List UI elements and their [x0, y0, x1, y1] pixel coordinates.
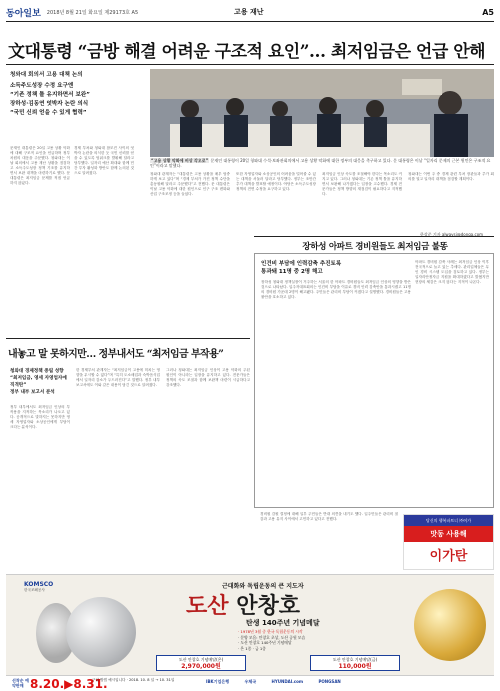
ad-slogan: 맛동 사용해	[404, 526, 493, 542]
subhead-kicker: 청와대 회의서 고용 대책 논의	[10, 72, 83, 78]
komsco-logo: KOMSCO	[24, 581, 54, 588]
photo-caption	[150, 158, 494, 168]
second-subhead-line: 인건비 부담에 인력감축 추진토록	[261, 261, 342, 267]
preorder-label: 선착순 예약판매	[12, 678, 29, 688]
section-rule	[254, 236, 494, 237]
price-gold-value: 110,000원	[338, 663, 372, 670]
main-subheads	[10, 71, 140, 118]
article-text: 경비원 감원 결정에 대해 일부 주민들은 반대 의견을 내기도 했다. 입주민들은 관리비 절감과 고용 유지 사이에서 고민하고 있다고 전했다.	[260, 512, 398, 521]
article-text: 경제 부처와 청와대 참모진 사이의 엇박자 논란을 의식한 듯 국민 신뢰를 얻을 수 있도록 팀워크를 발휘해 달라고 당부했다. 일자리 예산 확대와 함께 민간 투자 활성화 방안도 함께 논의된 것으로 알려졌다.	[74, 146, 134, 175]
headline-rule	[6, 64, 494, 65]
second-headline: 장하성 아파트 경비원들도 최저임금 불똥	[302, 242, 448, 252]
second-subhead	[261, 260, 401, 276]
price-gold[interactable]	[310, 655, 400, 671]
third-subhead-line: “최저임금, 영세 자영업자에 직격탄”	[10, 376, 67, 388]
sidebar-article	[254, 253, 494, 508]
article-text: 한 경제부처 관계자는 “최저임금이 고용에 미치는 영향을 무시할 수 없다”며 “특히 도소매업과 숙박음식업에서 일자리 감소가 두드러진다”고 말했다. 정부 내부 보고서에도 이와 같은 내용이 담긴 것으로 알려졌다.	[76, 368, 160, 387]
masthead	[6, 5, 494, 19]
article-text: 청와대는 이번 주 중 경제 관련 부처 장관들과 추가 회의를 열고 일자리 대책을 점검할 계획이다.	[408, 172, 494, 181]
subhead-line: “기존 정책 틀 유지하면서 보완”	[10, 92, 90, 98]
article-text: 정부 내부에서도 최저임금 인상의 부작용을 지적하는 목소리가 나오고 있다. 공개적으로 말하지는 못하지만 영세 자영업자와 소상공인에게 부담이 크다는 분석이다.	[10, 405, 70, 429]
price-silver-value: 2,970,000원	[181, 663, 221, 670]
newspaper-logo: 동아일보	[6, 8, 41, 19]
medal-ad[interactable]	[6, 574, 494, 690]
masthead-rule	[6, 21, 494, 22]
page-number: A5	[482, 7, 494, 17]
article-text: 또한 자영업자와 소상공인의 어려움을 덜어줄 수 있는 대책을 서둘러 달라고 당부했다. 정부는 조만간 추가 대책을 발표할 예정이다. 야당은 소득주도성장 정책의 전면 수정을 요구하고 있다.	[236, 172, 316, 191]
silver-medal-image	[66, 597, 136, 667]
article-text: 장하성 청와대 정책실장이 거주하는 서울의 한 아파트 경비원들도 최저임금 인상의 영향을 받은 것으로 나타났다. 입주자대표회의는 인건비 부담을 이유로 경비 인력 감축안을 통과시켰고 11명의 경비원 가운데 2명이 해고됐다. 주민들은 관리비 부담이 커졌다고 설명했다. 경비원들은 고용 불안을 호소하고 있다.	[261, 280, 411, 299]
ad-spec-line: · 도산 안창호 140주년 기념메달	[238, 640, 292, 646]
caption-text: 문재인 대통령이 20일 청와대 수석·보좌관회의에서 고용 상황 악화에 대한 정부의 대응을 촉구하고 있다. 문 대통령은 이날 “일자리 문제의 근본 원인은 구조적 요인”이라고 말했다.	[150, 158, 491, 168]
second-subhead-line: 통과돼 11명 중 2명 해고	[261, 269, 323, 275]
article-text: 최저임금 인상 속도를 조절해야 한다는 목소리도 커지고 있다. 그러나 청와대는 기존 정책 틀을 유지하면서 보완해 나가겠다는 입장을 고수했다. 경제 전문가들은 정책 방향의 재점검이 필요하다고 지적했다.	[322, 172, 402, 196]
article-text: 그러나 청와대는 최저임금 인상이 고용 악화의 주된 원인이 아니라는 입장을 유지하고 있다. 전문가들은 정책의 속도 조절과 함께 보완책 마련이 시급하다고 강조했다.	[166, 368, 250, 387]
main-headline: 文대통령 “금방 해결 어려운 구조적 요인”… 최저임금은 언급 안해	[8, 42, 486, 62]
ad-specs	[238, 629, 378, 651]
subhead-line: “국민 신뢰 얻을 수 있게 협력”	[10, 110, 87, 116]
subhead-line: 장하성·김동연 엇박자 논란 의식	[10, 101, 89, 107]
article-text: 청와대 관계자는 “대통령은 고용 상황을 매우 엄중하게 보고 있다”며 “경제 부처가 가진 정책 수단을 총동원해 달라고 주문했다”고 전했다. 문 대통령은 이날 고용 악화에 대한 원인으로 인구 구조 변화와 산업 구조조정 등을 들었다.	[150, 172, 230, 196]
sponsor-hyundai[interactable]: HYUNDAI.com	[271, 679, 304, 684]
ad-spec-line: · 은 1종 · 금 1종	[238, 645, 266, 651]
price-gold-label: 도산 안창호 기념메달(금)	[332, 657, 378, 662]
third-subhead-line: 청와대 경제정책 중립 성향	[10, 369, 64, 374]
sponsor-pongsan[interactable]: PONGSAN	[318, 679, 341, 684]
section-title: 고용 재난	[234, 8, 264, 16]
article-text: 문재인 대통령은 20일 고용 상황 악화에 대해 구조적 요인을 언급하며 정부 차원의 대응을 주문했다. 청와대는 이날 회의에서 고용 재난 상황을 점검하고 소득주도성장 정책 기조를 유지하면서 보완 대책을 마련하기로 했다. 문 대통령은 최저임금 문제를 직접 언급하지 않았다.	[10, 146, 70, 185]
ad-anniversary: 탄생 140주년 기념메달	[246, 619, 320, 627]
ad-title	[186, 589, 300, 620]
ad-tagline: 당신의 행복파트너 ㈜이가	[404, 515, 493, 526]
third-subhead-line: 정부 내부 보고서 분석	[10, 390, 55, 395]
sponsor-list	[206, 679, 355, 685]
caption-label: “고용 상황 악화에 비상 각오로”	[151, 158, 209, 163]
komsco-subtitle: 한국조폐공사	[24, 588, 45, 592]
gold-medal-image	[414, 589, 486, 661]
ad-title-prefix: 도산	[186, 593, 229, 619]
subhead-line: 소득주도성장 수정 요구엔	[10, 83, 74, 89]
ad-spec-line: · 문양 모음: 안창호 초상, 도산 공원 모습	[238, 634, 306, 640]
ad-title-name: 안창호	[236, 593, 300, 619]
preorder-info: 구입 방법 예시입니다 · 2018. 10. 8 일 → 10. 31일	[92, 678, 175, 682]
third-subhead	[10, 368, 70, 396]
article-text: 아파트 경비원 감축 사례는 최저임금 인상 이후 전국적으로 늘고 있는 추세다. 관리업체들은 무인 경비 시스템 도입을 검토하고 있다. 정부는 일자리안정자금 지원을 확대하겠다고 밝혔지만 현장의 체감은 크지 않다는 지적이 나온다.	[415, 260, 489, 284]
sponsor-post[interactable]: 우체국	[244, 679, 257, 684]
ad-spec-line: · 1978년 3월 중 한국 독립운동의 시작	[238, 629, 303, 634]
ad-tagline: 근대화와 독립운동의 큰 지도자	[222, 583, 304, 590]
third-headline: 내놓고 말 못하지만… 정부내서도 “최저임금 부작용”	[8, 349, 224, 360]
price-silver[interactable]	[156, 655, 246, 671]
issue-date: 2018년 8월 21일 화요일 제29173호 A5	[46, 9, 139, 16]
news-photo	[150, 69, 494, 157]
byline: 한상준 기자 alwaysj@donga.com	[420, 232, 484, 237]
igatan-ad[interactable]	[403, 514, 494, 570]
ad-brand: 이가탄	[429, 549, 468, 564]
sponsor-ibk[interactable]: IBK기업은행	[206, 679, 230, 684]
preorder-dates: 8.20.▶8.31.	[30, 677, 108, 690]
section-rule	[6, 338, 250, 339]
ad-band	[6, 675, 494, 690]
price-silver-label: 도산 안창호 기념메달(은)	[178, 657, 224, 662]
